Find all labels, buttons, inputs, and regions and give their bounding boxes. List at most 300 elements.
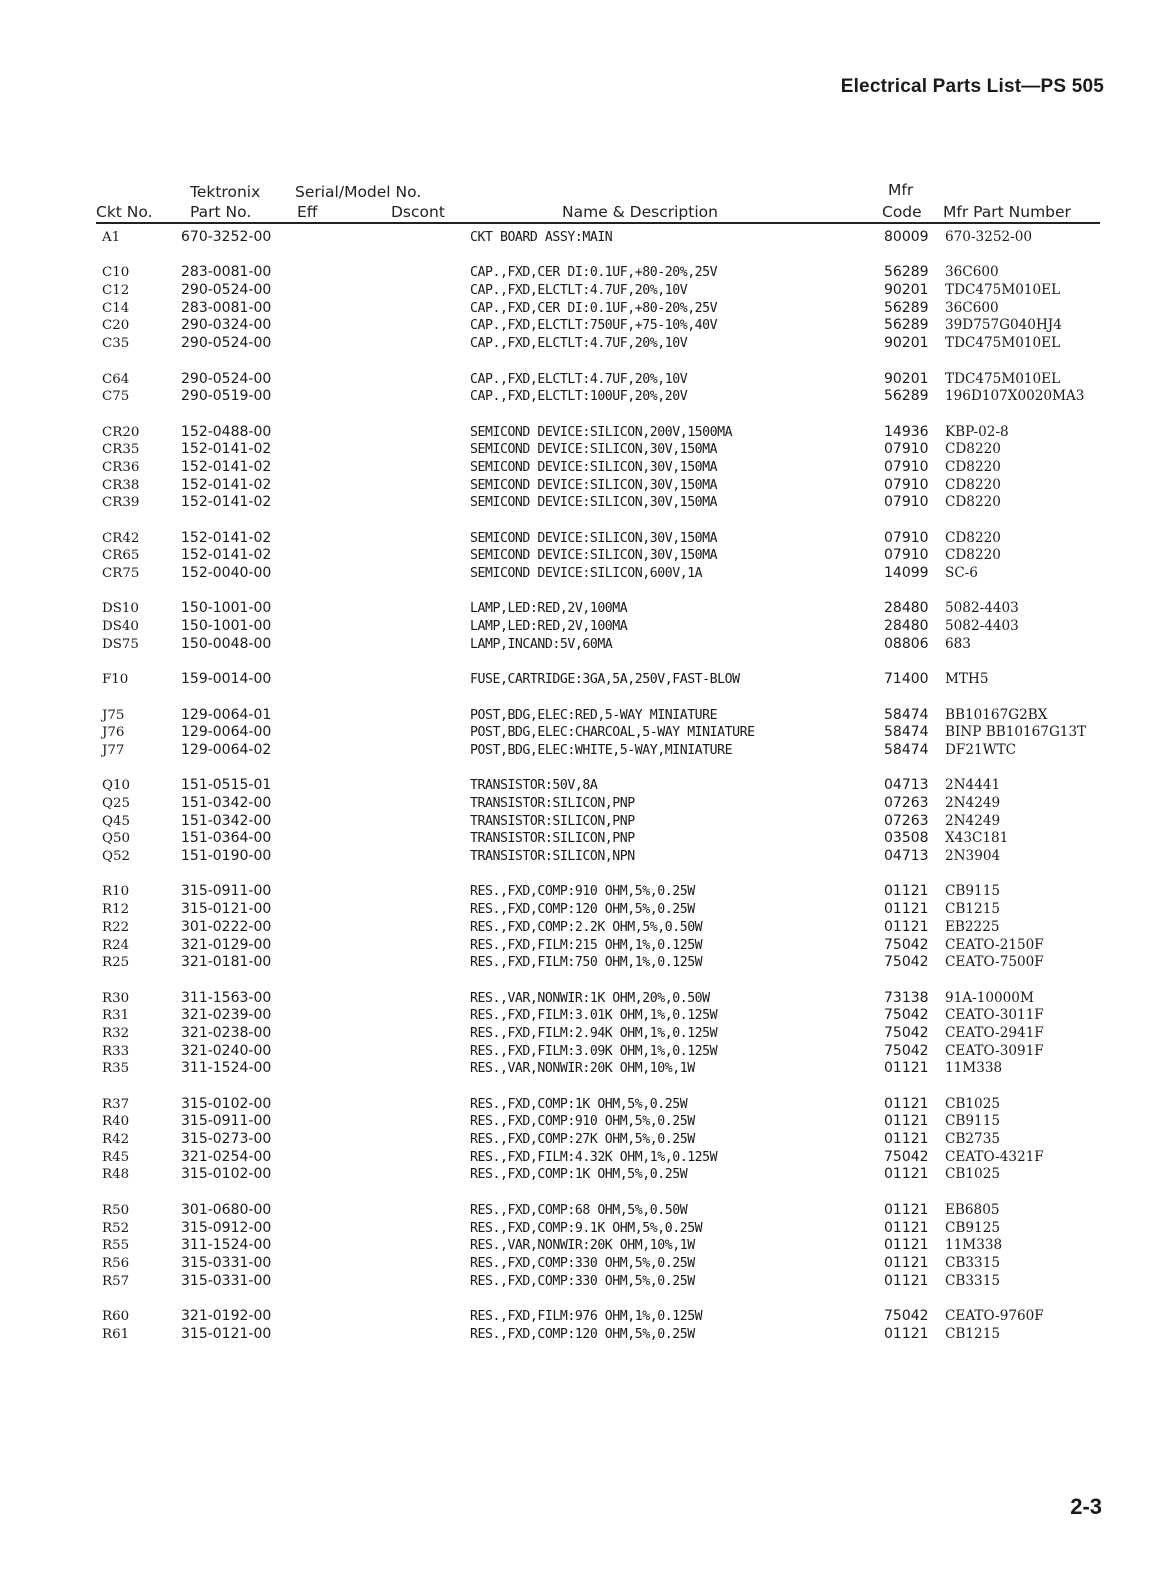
table-row — [0, 919, 1152, 937]
cell-description: RES.,FXD,COMP:9.1K OHM,5%,0.25W — [470, 1220, 703, 1236]
cell-part-no: 315-0912-00 — [181, 1219, 272, 1236]
cell-description: TRANSISTOR:50V,8A — [470, 778, 598, 794]
cell-mfr-code: 01121 — [884, 918, 929, 935]
cell-mfr-code: 07910 — [884, 441, 929, 458]
parts-group — [0, 424, 1152, 512]
cell-part-no: 315-0331-00 — [181, 1254, 272, 1271]
parts-group — [0, 600, 1152, 653]
table-row — [0, 1273, 1152, 1291]
cell-description: CAP.,FXD,CER DI:0.1UF,+80-20%,25V — [470, 300, 718, 316]
cell-ckt-no: DS40 — [102, 619, 139, 635]
cell-part-no: 151-0190-00 — [181, 848, 272, 865]
cell-ckt-no: C10 — [102, 265, 130, 281]
cell-part-no: 321-0239-00 — [181, 1007, 272, 1024]
table-row — [0, 724, 1152, 742]
cell-mfr-part-number: CD8220 — [945, 458, 1001, 475]
cell-ckt-no: J76 — [102, 725, 125, 741]
cell-part-no: 129-0064-00 — [181, 724, 272, 741]
cell-mfr-code: 07910 — [884, 476, 929, 493]
cell-mfr-code: 01121 — [884, 1131, 929, 1148]
cell-ckt-no: R45 — [102, 1149, 130, 1165]
parts-group — [0, 371, 1152, 406]
table-row — [0, 1308, 1152, 1326]
cell-mfr-code: 07910 — [884, 547, 929, 564]
col-tektronix: Tektronix — [190, 183, 261, 201]
col-name-description: Name & Description — [562, 203, 718, 221]
table-row — [0, 477, 1152, 495]
cell-ckt-no: Q50 — [102, 831, 131, 847]
cell-ckt-no: C35 — [102, 336, 130, 352]
cell-ckt-no: R42 — [102, 1132, 130, 1148]
table-row — [0, 1025, 1152, 1043]
cell-mfr-code: 07263 — [884, 812, 929, 829]
col-eff: Eff — [297, 203, 318, 221]
cell-mfr-part-number: 36C600 — [945, 264, 999, 281]
cell-mfr-code: 90201 — [884, 282, 929, 299]
cell-part-no: 151-0342-00 — [181, 812, 272, 829]
cell-description: CAP.,FXD,ELCTLT:100UF,20%,20V — [470, 389, 688, 405]
cell-mfr-code: 75042 — [884, 1007, 929, 1024]
cell-part-no: 321-0240-00 — [181, 1042, 272, 1059]
cell-part-no: 301-0222-00 — [181, 918, 272, 935]
cell-part-no: 290-0524-00 — [181, 370, 272, 387]
cell-ckt-no: CR35 — [102, 442, 140, 458]
table-row — [0, 848, 1152, 866]
cell-mfr-part-number: EB6805 — [945, 1201, 1000, 1218]
cell-mfr-code: 01121 — [884, 1201, 929, 1218]
parts-group — [0, 671, 1152, 689]
cell-part-no: 283-0081-00 — [181, 299, 272, 316]
cell-description: RES.,FXD,COMP:330 OHM,5%,0.25W — [470, 1273, 695, 1289]
cell-part-no: 321-0192-00 — [181, 1307, 272, 1324]
cell-part-no: 152-0141-02 — [181, 494, 272, 511]
cell-description: RES.,FXD,COMP:120 OHM,5%,0.25W — [470, 902, 695, 918]
cell-mfr-code: 58474 — [884, 741, 929, 758]
cell-mfr-code: 75042 — [884, 1024, 929, 1041]
table-row — [0, 795, 1152, 813]
col-ckt-no: Ckt No. — [96, 203, 153, 221]
cell-mfr-part-number: MTH5 — [945, 671, 989, 688]
cell-part-no: 321-0129-00 — [181, 936, 272, 953]
cell-description: RES.,FXD,COMP:27K OHM,5%,0.25W — [470, 1132, 695, 1148]
cell-part-no: 129-0064-01 — [181, 706, 272, 723]
cell-part-no: 315-0273-00 — [181, 1131, 272, 1148]
cell-description: POST,BDG,ELEC:WHITE,5-WAY,MINIATURE — [470, 742, 733, 758]
cell-part-no: 315-0102-00 — [181, 1166, 272, 1183]
cell-description: LAMP,LED:RED,2V,100MA — [470, 601, 628, 617]
cell-mfr-part-number: 2N4249 — [945, 795, 1001, 811]
cell-description: RES.,FXD,COMP:68 OHM,5%,0.50W — [470, 1202, 688, 1218]
cell-mfr-part-number: CB9115 — [945, 883, 1000, 900]
cell-ckt-no: R50 — [102, 1202, 130, 1218]
parts-group — [0, 990, 1152, 1078]
cell-part-no: 311-1563-00 — [181, 989, 272, 1006]
table-row — [0, 1326, 1152, 1344]
cell-ckt-no: CR20 — [102, 424, 140, 440]
table-row — [0, 990, 1152, 1008]
cell-mfr-part-number: X43C181 — [945, 830, 1009, 847]
cell-mfr-part-number: CEATO-2150F — [945, 936, 1044, 953]
cell-description: RES.,VAR,NONWIR:20K OHM,10%,1W — [470, 1238, 695, 1254]
cell-mfr-code: 04713 — [884, 848, 929, 865]
cell-mfr-part-number: CB9125 — [945, 1219, 1000, 1236]
table-row — [0, 494, 1152, 512]
cell-part-no: 152-0040-00 — [181, 565, 272, 582]
cell-ckt-no: R40 — [102, 1114, 130, 1130]
cell-description: CAP.,FXD,ELCTLT:750UF,+75-10%,40V — [470, 318, 718, 334]
cell-description: RES.,VAR,NONWIR:20K OHM,10%,1W — [470, 1061, 695, 1077]
cell-mfr-part-number: CEATO-9760F — [945, 1307, 1044, 1324]
table-row — [0, 565, 1152, 583]
cell-description: RES.,FXD,COMP:2.2K OHM,5%,0.50W — [470, 919, 703, 935]
col-mfr: Mfr — [888, 181, 914, 199]
table-row — [0, 1149, 1152, 1167]
cell-ckt-no: CR65 — [102, 548, 140, 564]
cell-mfr-part-number: 196D107X0020MA3 — [945, 388, 1085, 405]
cell-mfr-part-number: SC-6 — [945, 565, 978, 582]
cell-mfr-part-number: CD8220 — [945, 476, 1001, 493]
cell-ckt-no: R37 — [102, 1096, 130, 1112]
cell-part-no: 321-0238-00 — [181, 1024, 272, 1041]
cell-part-no: 150-1001-00 — [181, 600, 272, 617]
cell-part-no: 315-0102-00 — [181, 1095, 272, 1112]
cell-mfr-code: 90201 — [884, 370, 929, 387]
cell-mfr-part-number: CEATO-7500F — [945, 954, 1044, 971]
table-row — [0, 777, 1152, 795]
page-number: 2-3 — [1070, 1494, 1102, 1519]
header-rule — [96, 222, 1100, 224]
cell-mfr-part-number: 5082-4403 — [945, 618, 1019, 635]
cell-part-no: 321-0181-00 — [181, 954, 272, 971]
table-row — [0, 742, 1152, 760]
cell-description: POST,BDG,ELEC:CHARCOAL,5-WAY MINIATURE — [470, 725, 755, 741]
cell-mfr-part-number: EB2225 — [945, 918, 1000, 935]
cell-mfr-code: 01121 — [884, 1166, 929, 1183]
cell-ckt-no: R25 — [102, 955, 130, 971]
cell-ckt-no: CR75 — [102, 566, 140, 582]
cell-description: TRANSISTOR:SILICON,PNP — [470, 813, 635, 829]
cell-mfr-code: 75042 — [884, 936, 929, 953]
cell-mfr-part-number: 11M338 — [945, 1237, 1003, 1254]
cell-part-no: 315-0331-00 — [181, 1272, 272, 1289]
cell-ckt-no: R52 — [102, 1220, 130, 1236]
cell-ckt-no: R22 — [102, 919, 130, 935]
cell-mfr-part-number: 2N3904 — [945, 848, 1001, 865]
cell-description: RES.,FXD,COMP:330 OHM,5%,0.25W — [470, 1255, 695, 1271]
parts-group — [0, 707, 1152, 760]
cell-mfr-code: 75042 — [884, 954, 929, 971]
table-row — [0, 813, 1152, 831]
cell-ckt-no: F10 — [102, 672, 129, 688]
cell-ckt-no: Q52 — [102, 849, 131, 865]
table-row — [0, 282, 1152, 300]
cell-description: LAMP,LED:RED,2V,100MA — [470, 619, 628, 635]
cell-part-no: 290-0524-00 — [181, 335, 272, 352]
cell-description: RES.,FXD,COMP:1K OHM,5%,0.25W — [470, 1167, 688, 1183]
table-row — [0, 530, 1152, 548]
cell-mfr-code: 90201 — [884, 335, 929, 352]
table-row — [0, 441, 1152, 459]
cell-description: RES.,FXD,COMP:1K OHM,5%,0.25W — [470, 1096, 688, 1112]
cell-ckt-no: R32 — [102, 1025, 130, 1041]
cell-description: TRANSISTOR:SILICON,NPN — [470, 849, 635, 865]
cell-mfr-part-number: 2N4441 — [945, 777, 1001, 794]
cell-mfr-part-number: CB1215 — [945, 901, 1000, 918]
col-part-no: Part No. — [190, 203, 252, 221]
table-row — [0, 1043, 1152, 1061]
table-row — [0, 1237, 1152, 1255]
cell-description: SEMICOND DEVICE:SILICON,30V,150MA — [470, 442, 718, 458]
cell-mfr-part-number: 683 — [945, 635, 971, 652]
table-row — [0, 883, 1152, 901]
cell-mfr-code: 56289 — [884, 264, 929, 281]
cell-description: CAP.,FXD,ELCTLT:4.7UF,20%,10V — [470, 283, 688, 299]
cell-ckt-no: R31 — [102, 1008, 130, 1024]
cell-mfr-code: 01121 — [884, 1254, 929, 1271]
cell-part-no: 290-0519-00 — [181, 388, 272, 405]
cell-ckt-no: R55 — [102, 1238, 130, 1254]
cell-mfr-part-number: CB1025 — [945, 1166, 1000, 1183]
cell-ckt-no: R30 — [102, 990, 130, 1006]
cell-mfr-code: 07910 — [884, 494, 929, 511]
cell-description: SEMICOND DEVICE:SILICON,30V,150MA — [470, 548, 718, 564]
cell-mfr-part-number: CD8220 — [945, 547, 1001, 564]
cell-description: RES.,FXD,COMP:120 OHM,5%,0.25W — [470, 1326, 695, 1342]
table-row — [0, 300, 1152, 318]
table-row — [0, 671, 1152, 689]
cell-ckt-no: C64 — [102, 371, 130, 387]
cell-description: CAP.,FXD,CER DI:0.1UF,+80-20%,25V — [470, 265, 718, 281]
cell-mfr-code: 01121 — [884, 1272, 929, 1289]
cell-mfr-part-number: CEATO-3011F — [945, 1007, 1044, 1024]
cell-mfr-part-number: DF21WTC — [945, 741, 1017, 758]
cell-part-no: 311-1524-00 — [181, 1237, 272, 1254]
cell-description: SEMICOND DEVICE:SILICON,600V,1A — [470, 566, 703, 582]
cell-ckt-no: DS75 — [102, 636, 139, 652]
cell-mfr-code: 56289 — [884, 388, 929, 405]
cell-mfr-part-number: CB3315 — [945, 1272, 1000, 1289]
parts-group — [0, 883, 1152, 971]
parts-group — [0, 1096, 1152, 1184]
cell-part-no: 290-0324-00 — [181, 317, 272, 334]
table-row — [0, 264, 1152, 282]
cell-mfr-part-number: CEATO-4321F — [945, 1148, 1044, 1165]
cell-ckt-no: C14 — [102, 300, 130, 316]
cell-part-no: 301-0680-00 — [181, 1201, 272, 1218]
cell-mfr-part-number: TDC475M010EL — [945, 370, 1061, 387]
table-row — [0, 1166, 1152, 1184]
cell-part-no: 150-0048-00 — [181, 635, 272, 652]
cell-mfr-code: 01121 — [884, 1095, 929, 1112]
cell-description: CAP.,FXD,ELCTLT:4.7UF,20%,10V — [470, 371, 688, 387]
col-mfr-part-number: Mfr Part Number — [943, 203, 1071, 221]
cell-ckt-no: R33 — [102, 1043, 130, 1059]
cell-ckt-no: J77 — [102, 742, 125, 758]
parts-group — [0, 1308, 1152, 1343]
parts-group — [0, 1202, 1152, 1290]
table-row — [0, 954, 1152, 972]
cell-mfr-code: 28480 — [884, 618, 929, 635]
parts-group — [0, 264, 1152, 352]
cell-part-no: 152-0141-02 — [181, 547, 272, 564]
parts-group — [0, 530, 1152, 583]
cell-part-no: 150-1001-00 — [181, 618, 272, 635]
cell-ckt-no: R56 — [102, 1255, 130, 1271]
table-row — [0, 1113, 1152, 1131]
table-row — [0, 547, 1152, 565]
cell-ckt-no: Q25 — [102, 796, 131, 811]
cell-description: RES.,FXD,FILM:215 OHM,1%,0.125W — [470, 937, 703, 953]
cell-mfr-code: 56289 — [884, 299, 929, 316]
cell-description: RES.,VAR,NONWIR:1K OHM,20%,0.50W — [470, 990, 710, 1006]
cell-mfr-part-number: CD8220 — [945, 529, 1001, 546]
col-code: Code — [882, 203, 922, 221]
cell-description: RES.,FXD,FILM:976 OHM,1%,0.125W — [470, 1308, 703, 1324]
table-row — [0, 636, 1152, 654]
cell-mfr-code: 07263 — [884, 795, 929, 811]
cell-mfr-part-number: CD8220 — [945, 494, 1001, 511]
cell-part-no: 315-0121-00 — [181, 901, 272, 918]
cell-mfr-code: 01121 — [884, 1219, 929, 1236]
cell-ckt-no: CR39 — [102, 495, 140, 511]
table-row — [0, 618, 1152, 636]
cell-description: LAMP,INCAND:5V,60MA — [470, 636, 613, 652]
cell-description: RES.,FXD,FILM:750 OHM,1%,0.125W — [470, 955, 703, 971]
cell-mfr-part-number: BB10167G2BX — [945, 706, 1048, 723]
cell-part-no: 321-0254-00 — [181, 1148, 272, 1165]
cell-ckt-no: R61 — [102, 1326, 130, 1342]
cell-description: TRANSISTOR:SILICON,PNP — [470, 831, 635, 847]
cell-mfr-part-number: CB2735 — [945, 1131, 1000, 1148]
cell-part-no: 315-0911-00 — [181, 883, 272, 900]
parts-table — [0, 229, 1152, 1361]
cell-mfr-code: 03508 — [884, 830, 929, 847]
cell-mfr-part-number: 670-3252-00 — [945, 229, 1033, 245]
cell-part-no: 151-0515-01 — [181, 777, 272, 794]
table-row — [0, 229, 1152, 247]
cell-part-no: 315-0911-00 — [181, 1113, 272, 1130]
cell-mfr-part-number: BINP BB10167G13T — [945, 724, 1087, 741]
cell-mfr-code: 04713 — [884, 777, 929, 794]
col-dscont: Dscont — [391, 203, 445, 221]
cell-part-no: 151-0342-00 — [181, 795, 272, 811]
cell-description: RES.,FXD,FILM:3.01K OHM,1%,0.125W — [470, 1008, 718, 1024]
table-row — [0, 371, 1152, 389]
cell-mfr-code: 71400 — [884, 671, 929, 688]
cell-mfr-part-number: KBP-02-8 — [945, 423, 1009, 440]
table-row — [0, 830, 1152, 848]
cell-ckt-no: C75 — [102, 389, 130, 405]
table-row — [0, 707, 1152, 725]
cell-part-no: 151-0364-00 — [181, 830, 272, 847]
cell-mfr-part-number: 11M338 — [945, 1060, 1003, 1077]
cell-mfr-part-number: CEATO-2941F — [945, 1024, 1044, 1041]
cell-description: RES.,FXD,COMP:910 OHM,5%,0.25W — [470, 884, 695, 900]
cell-part-no: 283-0081-00 — [181, 264, 272, 281]
cell-part-no: 315-0121-00 — [181, 1325, 272, 1342]
cell-ckt-no: DS10 — [102, 601, 139, 617]
parts-group — [0, 229, 1152, 247]
cell-part-no: 152-0488-00 — [181, 423, 272, 440]
table-row — [0, 1220, 1152, 1238]
cell-ckt-no: R48 — [102, 1167, 130, 1183]
cell-ckt-no: C20 — [102, 318, 130, 334]
cell-mfr-code: 75042 — [884, 1148, 929, 1165]
cell-mfr-code: 08806 — [884, 635, 929, 652]
cell-ckt-no: R60 — [102, 1308, 130, 1324]
cell-description: CAP.,FXD,ELCTLT:4.7UF,20%,10V — [470, 336, 688, 352]
cell-mfr-code: 28480 — [884, 600, 929, 617]
cell-mfr-part-number: 36C600 — [945, 299, 999, 316]
cell-mfr-part-number: 39D757G040HJ4 — [945, 317, 1062, 334]
cell-description: SEMICOND DEVICE:SILICON,30V,150MA — [470, 477, 718, 493]
cell-mfr-code: 01121 — [884, 1237, 929, 1254]
cell-mfr-code: 01121 — [884, 1113, 929, 1130]
cell-ckt-no: C12 — [102, 283, 130, 299]
cell-mfr-part-number: 5082-4403 — [945, 600, 1019, 617]
cell-mfr-code: 73138 — [884, 989, 929, 1006]
cell-description: RES.,FXD,FILM:3.09K OHM,1%,0.125W — [470, 1043, 718, 1059]
table-row — [0, 1255, 1152, 1273]
cell-mfr-part-number: TDC475M010EL — [945, 335, 1061, 352]
cell-mfr-code: 01121 — [884, 1325, 929, 1342]
cell-ckt-no: A1 — [102, 230, 121, 245]
cell-ckt-no: CR36 — [102, 459, 140, 475]
cell-part-no: 129-0064-02 — [181, 741, 272, 758]
cell-description: POST,BDG,ELEC:RED,5-WAY MINIATURE — [470, 707, 718, 723]
cell-mfr-part-number: CB3315 — [945, 1254, 1000, 1271]
cell-ckt-no: R57 — [102, 1273, 130, 1289]
cell-ckt-no: CR42 — [102, 530, 140, 546]
cell-mfr-code: 56289 — [884, 317, 929, 334]
cell-mfr-code: 01121 — [884, 901, 929, 918]
cell-mfr-code: 01121 — [884, 1060, 929, 1077]
cell-description: TRANSISTOR:SILICON,PNP — [470, 796, 635, 811]
cell-ckt-no: R12 — [102, 902, 130, 918]
table-row — [0, 459, 1152, 477]
cell-part-no: 152-0141-02 — [181, 458, 272, 475]
cell-description: SEMICOND DEVICE:SILICON,30V,150MA — [470, 459, 718, 475]
cell-mfr-code: 14936 — [884, 423, 929, 440]
page-header-title: Electrical Parts List—PS 505 — [840, 76, 1104, 97]
cell-part-no: 670-3252-00 — [181, 229, 272, 245]
table-row — [0, 1202, 1152, 1220]
cell-mfr-code: 07910 — [884, 458, 929, 475]
cell-ckt-no: R10 — [102, 884, 130, 900]
parts-group — [0, 777, 1152, 865]
cell-description: RES.,FXD,FILM:4.32K OHM,1%,0.125W — [470, 1149, 718, 1165]
cell-ckt-no: Q45 — [102, 813, 131, 829]
table-row — [0, 1131, 1152, 1149]
cell-mfr-code: 07910 — [884, 529, 929, 546]
cell-mfr-code: 80009 — [884, 229, 929, 245]
cell-mfr-part-number: CD8220 — [945, 441, 1001, 458]
table-row — [0, 388, 1152, 406]
cell-description: SEMICOND DEVICE:SILICON,30V,150MA — [470, 530, 718, 546]
cell-part-no: 290-0524-00 — [181, 282, 272, 299]
cell-ckt-no: R24 — [102, 937, 130, 953]
cell-mfr-code: 01121 — [884, 883, 929, 900]
cell-mfr-code: 14099 — [884, 565, 929, 582]
cell-mfr-part-number: CB1215 — [945, 1325, 1000, 1342]
cell-description: SEMICOND DEVICE:SILICON,30V,150MA — [470, 495, 718, 511]
table-row — [0, 317, 1152, 335]
cell-ckt-no: J75 — [102, 707, 125, 723]
cell-ckt-no: CR38 — [102, 477, 140, 493]
table-row — [0, 600, 1152, 618]
table-row — [0, 1007, 1152, 1025]
cell-mfr-code: 75042 — [884, 1042, 929, 1059]
